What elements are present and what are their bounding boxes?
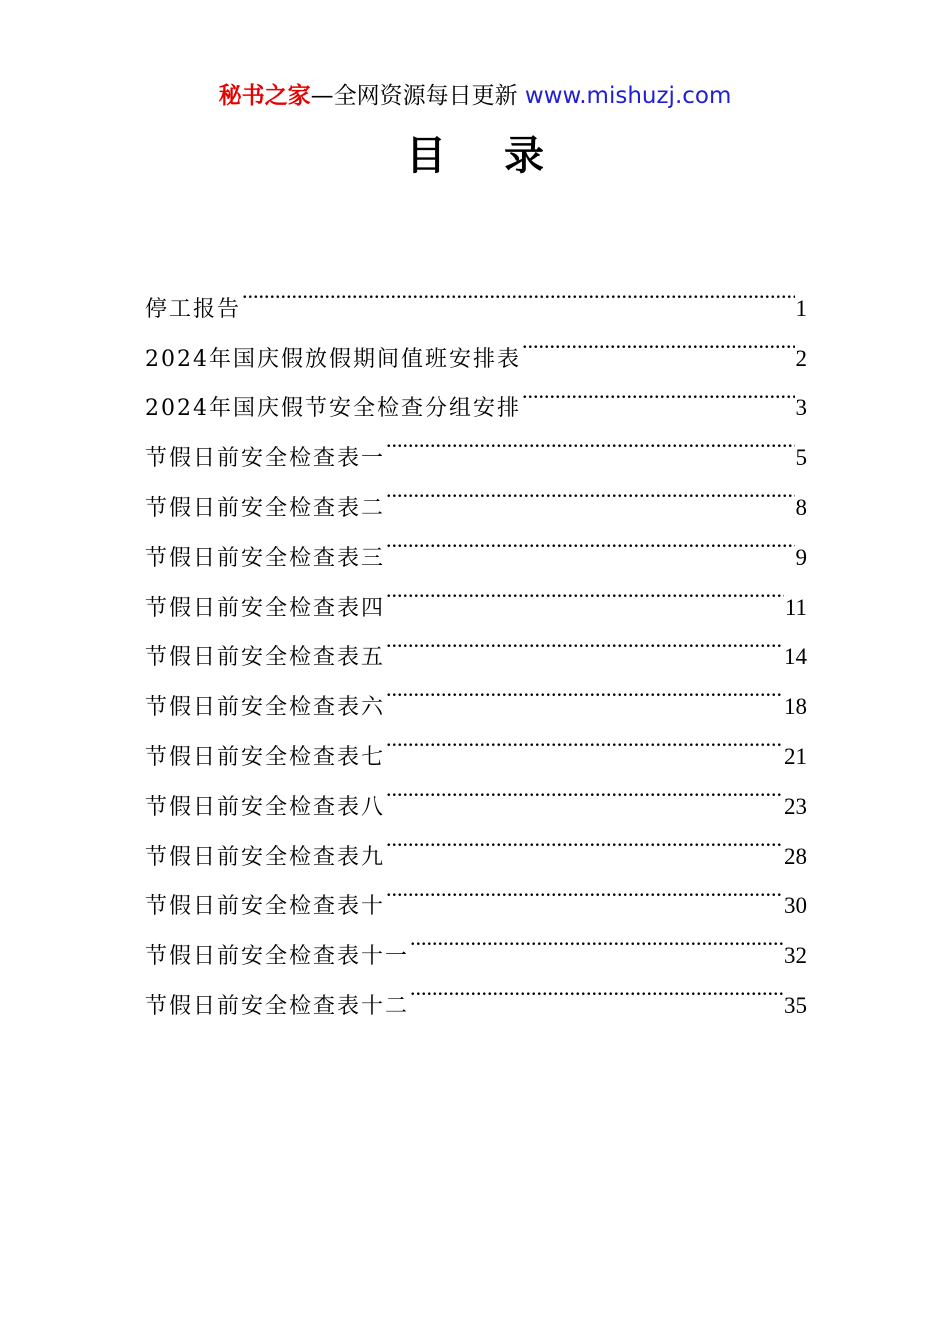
toc-entry-label: 节假日前安全检查表九 [145, 844, 386, 870]
toc-entry-page: 2 [795, 345, 807, 371]
toc-entry-page: 18 [784, 694, 807, 720]
toc-dot-leader [386, 664, 783, 714]
toc-dot-leader [242, 266, 794, 316]
toc-dot-leader [386, 714, 783, 764]
toc-dot-leader [386, 814, 783, 864]
toc-entry-label: 节假日前安全检查表七 [145, 744, 386, 770]
toc-dot-leader [386, 764, 783, 814]
toc-entry-page: 21 [784, 743, 807, 769]
toc-entry-page: 28 [784, 843, 807, 869]
page-title: 目 录 [406, 132, 566, 179]
toc-dot-leader [386, 465, 794, 515]
toc-entry-label: 2024年国庆假节安全检查分组安排 [145, 396, 521, 422]
toc-dot-leader [386, 515, 794, 565]
toc-entry-label: 节假日前安全检查表一 [145, 446, 386, 472]
toc-entry-page: 9 [795, 544, 807, 570]
toc-entry-page: 30 [784, 893, 807, 919]
toc-dot-leader [522, 316, 795, 366]
toc-entry-label: 节假日前安全检查表三 [145, 545, 386, 571]
toc-entry-label: 节假日前安全检查表六 [145, 695, 386, 721]
toc-entry-page: 8 [795, 494, 807, 520]
brand-name: 秘书之家 [218, 83, 311, 109]
toc-entry-label: 2024年国庆假放假期间值班安排表 [145, 346, 521, 372]
toc-entry-label: 节假日前安全检查表十一 [145, 944, 410, 970]
website-link[interactable]: www.mishuzj.com [524, 83, 732, 109]
toc-entry-label: 节假日前安全检查表二 [145, 495, 386, 521]
toc-entry-page: 11 [784, 594, 807, 620]
toc-dot-leader [410, 913, 783, 963]
toc-dot-leader [386, 864, 783, 914]
toc-dot-leader [386, 565, 784, 615]
toc-entry-page: 1 [795, 295, 807, 321]
table-of-contents [145, 266, 807, 1019]
toc-dot-leader [522, 366, 795, 416]
toc-entry-page: 23 [784, 793, 807, 819]
toc-entry[interactable] [145, 316, 807, 372]
toc-entry-label: 停工报告 [145, 296, 242, 322]
toc-entry-label: 节假日前安全检查表十二 [145, 993, 410, 1019]
toc-entry-label: 节假日前安全检查表五 [145, 645, 386, 671]
toc-entry[interactable] [145, 266, 807, 322]
page-header [0, 80, 950, 112]
toc-dot-leader [386, 415, 794, 465]
toc-entry-page: 5 [795, 445, 807, 471]
toc-entry-label: 节假日前安全检查表八 [145, 794, 386, 820]
toc-entry-page: 14 [784, 644, 807, 670]
toc-entry-label: 节假日前安全检查表十 [145, 894, 386, 920]
toc-entry-page: 32 [784, 943, 807, 969]
toc-dot-leader [410, 963, 783, 1013]
toc-dot-leader [386, 615, 783, 665]
header-tagline: —全网资源每日更新 [310, 83, 525, 109]
toc-entry-page: 3 [795, 395, 807, 421]
toc-entry-label: 节假日前安全检查表四 [145, 595, 386, 621]
toc-entry-page: 35 [784, 992, 807, 1018]
